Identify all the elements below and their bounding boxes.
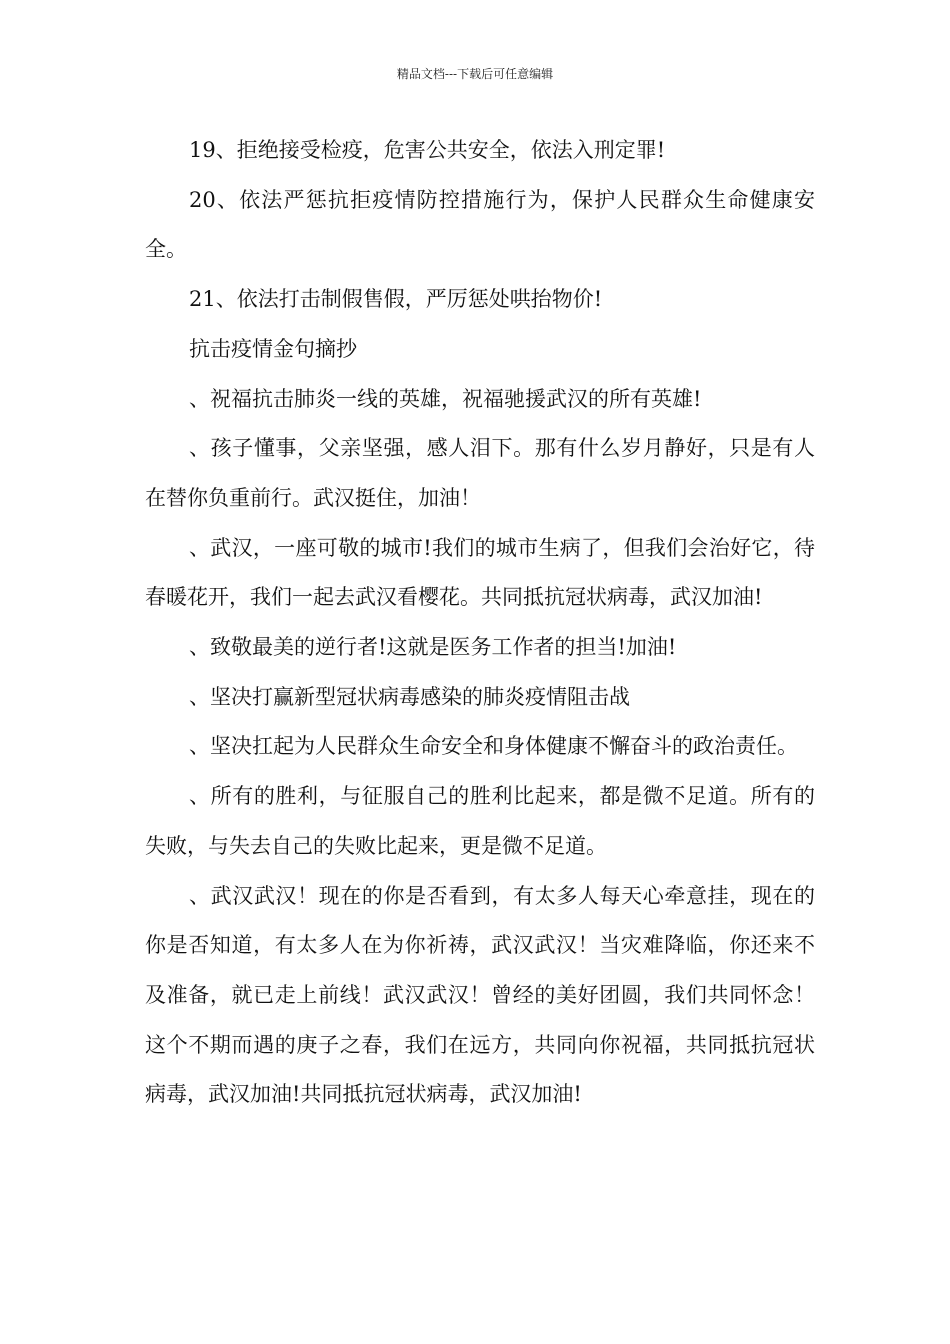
paragraph-19: 19、拒绝接受检疫，危害公共安全，依法入刑定罪! bbox=[189, 138, 666, 162]
quote-item: 、祝福抗击肺炎一线的英雄，祝福驰援武汉的所有英雄! bbox=[189, 386, 702, 411]
quote-item: 、坚决扛起为人民群众生命安全和身体健康不懈奋斗的政治责任。 bbox=[189, 734, 798, 759]
quote-item: 、致敬最美的逆行者!这就是医务工作者的担当!加油! bbox=[189, 635, 677, 660]
quote-item: 、坚决打赢新型冠状病毒感染的肺炎疫情阻击战 bbox=[189, 684, 630, 709]
document-body bbox=[145, 126, 815, 1120]
paragraph-21: 21、依法打击制假售假，严厉惩处哄抬物价! bbox=[189, 287, 603, 312]
page-header: 精品文档---下载后可任意编辑 bbox=[396, 67, 554, 81]
paragraph-20: 20、依法严惩抗拒疫情防控措施行为，保护人民群众生命健康安全。 bbox=[145, 187, 815, 262]
quote-item: 、所有的胜利，与征服自己的胜利比起来，都是微不足道。所有的失败，与失去自己的失败比起来，更是微不足道。 bbox=[145, 784, 815, 858]
section-heading: 抗击疫情金句摘抄 bbox=[189, 336, 357, 361]
quote-item: 、孩子懂事，父亲坚强，感人泪下。那有什么岁月静好，只是有人在替你负重前行。武汉挺住，加油！ bbox=[145, 436, 815, 510]
quote-item: 、武汉，一座可敬的城市!我们的城市生病了，但我们会治好它，待春暖花开，我们一起去武汉看樱花。共同抵抗冠状病毒，武汉加油! bbox=[145, 535, 815, 610]
quote-item: 、武汉武汉！现在的你是否看到，有太多人每天心牵意挂，现在的你是否知道，有太多人在为你祈祷，武汉武汉！当灾难降临，你还来不及准备，就已走上前线！武汉武汉！曾经的美好团圆，我们共同怀念！这个不期而遇的庚子之春，我们在远方，共同向你祝福，共同抵抗冠状病毒，武汉加油!共同抵抗冠状病毒，武汉加油! bbox=[145, 883, 815, 1107]
